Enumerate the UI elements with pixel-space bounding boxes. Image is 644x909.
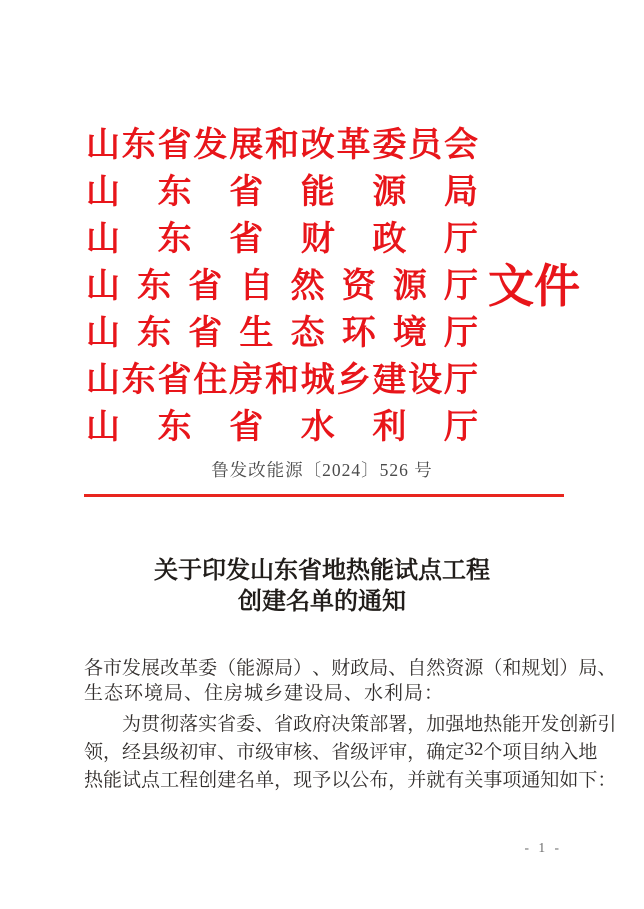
agency-line-fagaiwei: 山 东 省 发 展 和 改 革 委 员 会 — [86, 127, 478, 164]
body-line-paragraph-3: 热 能 试 点 工 程 创 建 名 单 ， 现 予 以 公 布 ， 并 就 有 关 事 项 通 知 如 下 ： — [84, 769, 617, 791]
agency-line-shuiliting: 山 东 省 水 利 厅 — [86, 409, 478, 446]
agency-line-ziranziyuanting: 山 东 省 自 然 资 源 厅 — [86, 268, 478, 305]
document-title-line-2: 创建名单的通知 — [238, 589, 406, 615]
agency-name-list — [86, 118, 478, 447]
body-line-paragraph-1: 为 贯 彻 落 实 省 委 、 省 政 府 决 策 部 署 ， 加 强 地 热 能 开 发 创 新 引 — [122, 713, 617, 735]
document-body — [84, 652, 617, 792]
body-line-salutation-2: 生态环境局、住房城乡建设局、水利局： — [84, 683, 445, 704]
letterhead — [86, 118, 580, 447]
red-divider-line — [84, 494, 564, 497]
document-type-label: 文件 — [488, 260, 580, 312]
body-line-paragraph-2: 领 ， 经 县 级 初 审 、 市 级 审 核 、 省 级 评 审 ， 确 定 32 个 项 目 纳 入 地 — [84, 739, 598, 763]
page-number: - 1 - — [524, 840, 562, 855]
content-column — [82, 0, 617, 909]
agency-line-nengyuanju: 山 东 省 能 源 局 — [86, 174, 478, 211]
agency-line-zhufangchengxiangjianshething: 山 东 省 住 房 和 城 乡 建 设 厅 — [86, 362, 478, 399]
document-title-line-1: 关于印发山东省地热能试点工程 — [154, 558, 490, 584]
body-line-salutation-1: 各 市 发 展 改 革 委 （ 能 源 局 ） 、 财 政 局 、 自 然 资 源 （ 和 规 划 ） 局 、 — [84, 657, 617, 679]
document-reference-number: 鲁发改能源〔2024〕526 号 — [211, 460, 433, 480]
document-title — [82, 556, 562, 618]
agency-line-shengtaihuanjingting: 山 东 省 生 态 环 境 厅 — [86, 315, 478, 352]
agency-line-caizhengting: 山 东 省 财 政 厅 — [86, 221, 478, 258]
